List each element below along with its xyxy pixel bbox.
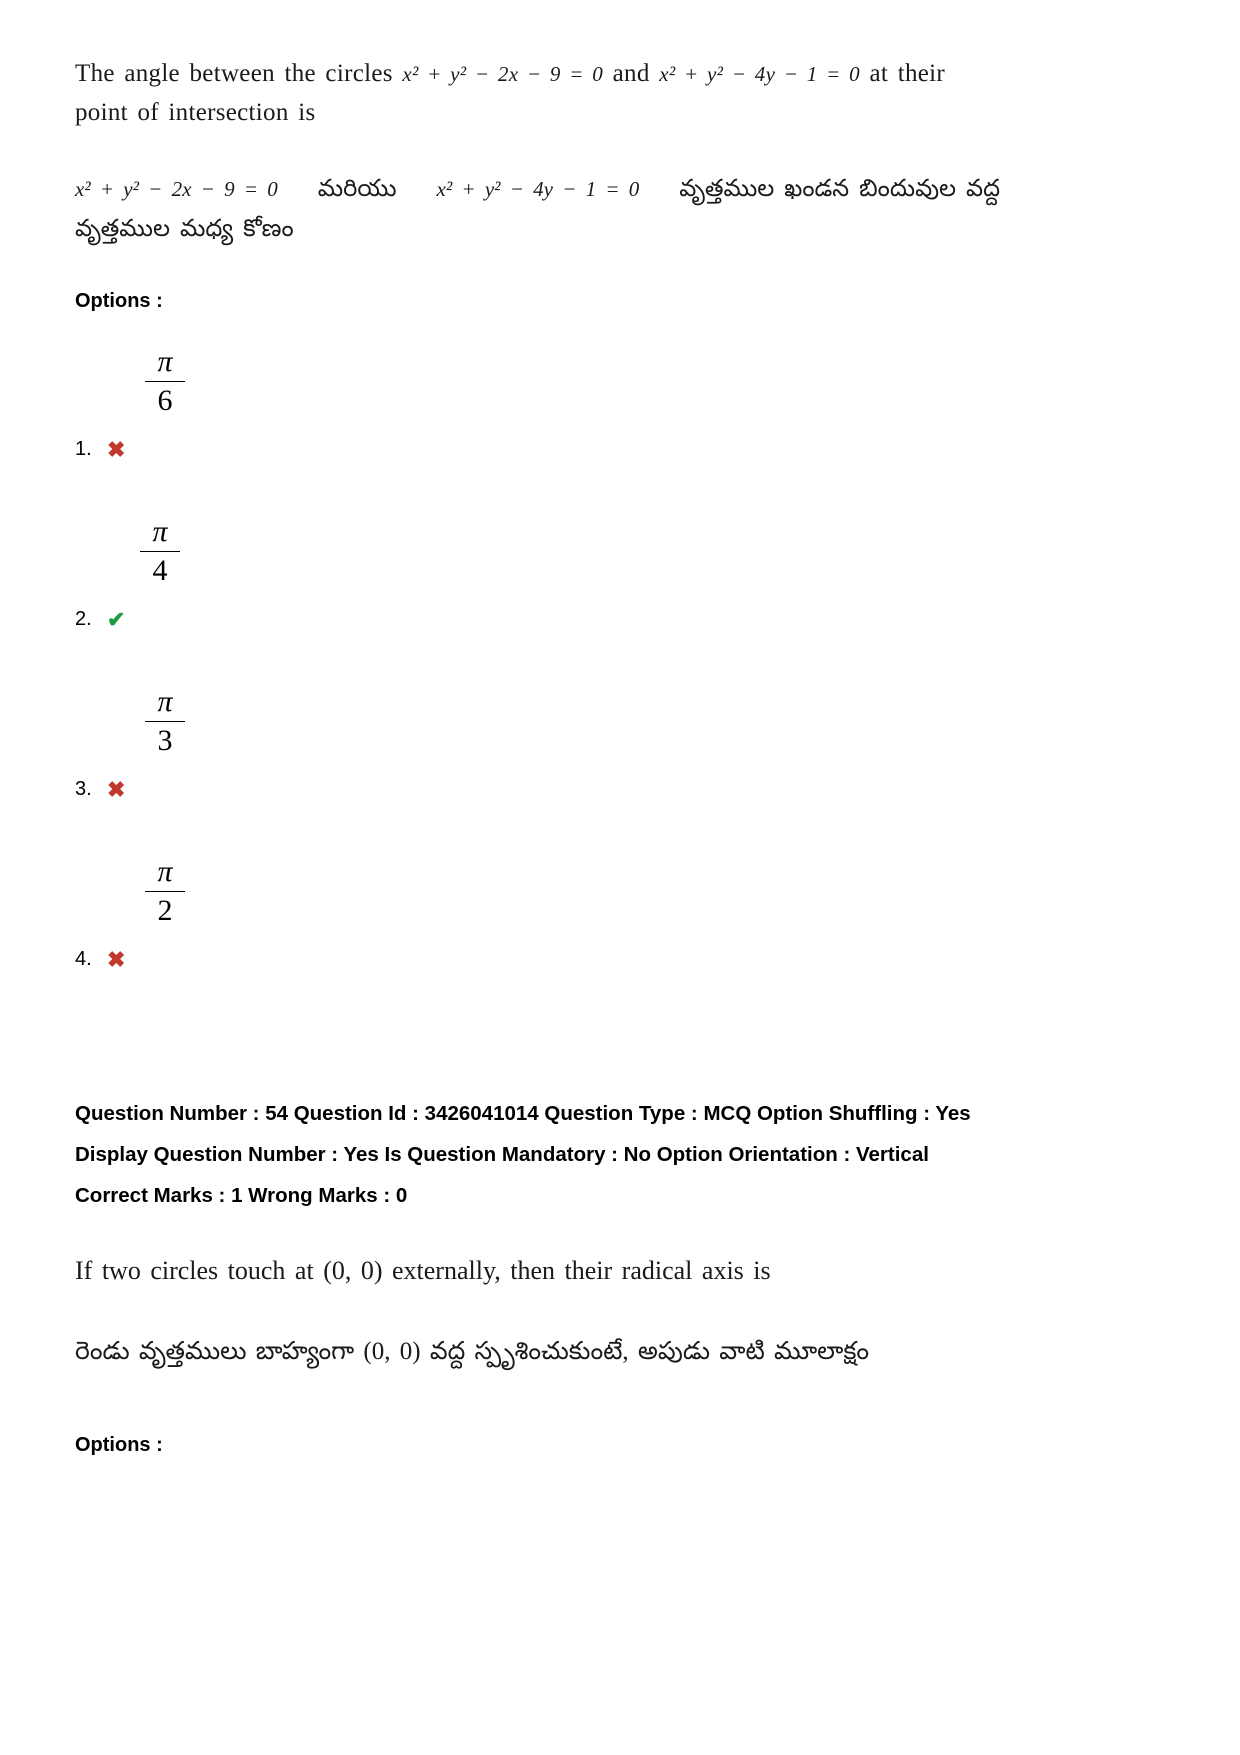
q1-telugu-conjunction: మరియు xyxy=(317,175,397,202)
fraction-bar xyxy=(145,381,185,382)
q1-english-tail: at their xyxy=(869,60,946,87)
fraction-bar xyxy=(145,891,185,892)
q1-english-lead: The angle between the circles xyxy=(75,60,393,87)
q1-telugu-equation-1: x² + y² − 2x − 9 = 0 xyxy=(75,176,278,201)
option-2-numerator: π xyxy=(152,515,168,549)
option-number-2: 2. xyxy=(75,608,92,631)
question2-english-text: If two circles touch at (0, 0) externally, then their radical axis is xyxy=(75,1256,771,1286)
metadata-line-2: Display Question Number : Yes Is Question Mandatory : No Option Orientation : Vertical xyxy=(75,1143,929,1167)
option-1-numerator: π xyxy=(157,345,173,379)
option-value-4 xyxy=(145,855,185,927)
metadata-line-3: Correct Marks : 1 Wrong Marks : 0 xyxy=(75,1184,408,1208)
metadata-line-1: Question Number : 54 Question Id : 3426041014 Question Type : MCQ Option Shuffling : Yes xyxy=(75,1102,971,1126)
q1-telugu-line2: వృత్తముల మధ్య కోణం xyxy=(75,216,294,243)
fraction-bar xyxy=(145,721,185,722)
option-1-denominator: 6 xyxy=(157,384,173,418)
option-status-icon-wrong: ✖ xyxy=(107,437,126,463)
option-value-3 xyxy=(145,685,185,757)
option-number-4: 4. xyxy=(75,948,92,971)
option-2-denominator: 4 xyxy=(152,554,168,588)
q1-telugu-equation-2: x² + y² − 4y − 1 = 0 xyxy=(436,176,640,201)
option-status-icon-wrong: ✖ xyxy=(107,777,126,803)
option-number-3: 3. xyxy=(75,778,92,801)
question1-options-label: Options : xyxy=(75,290,163,313)
q1-english-conjunction: and xyxy=(612,60,650,87)
question-metadata xyxy=(75,1093,1165,1216)
question1-english-text xyxy=(75,55,1165,133)
option-status-icon-correct: ✔ xyxy=(107,607,126,633)
option-4-numerator: π xyxy=(157,855,173,889)
option-3-numerator: π xyxy=(157,685,173,719)
question1-telugu-text xyxy=(75,169,1165,251)
q1-telugu-tail: వృత్తముల ఖండన బిందువుల వద్ద xyxy=(679,175,1001,202)
option-item-3[interactable] xyxy=(75,675,1165,845)
option-item-4[interactable] xyxy=(75,845,1165,1015)
option-value-1 xyxy=(145,345,185,417)
option-status-icon-wrong: ✖ xyxy=(107,947,126,973)
question2-telugu-text: రెండు వృత్తములు బాహ్యంగా (0, 0) వద్ద స్పృశించుకుంటే, అపుడు వాటి మూలాక్షం xyxy=(75,1338,870,1366)
page-content xyxy=(75,55,1165,1457)
option-number-1: 1. xyxy=(75,438,92,461)
option-4-denominator: 2 xyxy=(157,894,173,928)
q1-english-line2: point of intersection is xyxy=(75,98,316,126)
question1-options-list xyxy=(75,335,1165,1015)
q1-english-equation-2: x² + y² − 4y − 1 = 0 xyxy=(659,62,860,86)
option-item-2[interactable] xyxy=(75,505,1165,675)
q1-english-equation-1: x² + y² − 2x − 9 = 0 xyxy=(402,62,604,86)
option-3-denominator: 3 xyxy=(157,724,173,758)
option-value-2 xyxy=(140,515,180,587)
question2-options-label: Options : xyxy=(75,1434,163,1457)
fraction-bar xyxy=(140,551,180,552)
option-item-1[interactable] xyxy=(75,335,1165,505)
